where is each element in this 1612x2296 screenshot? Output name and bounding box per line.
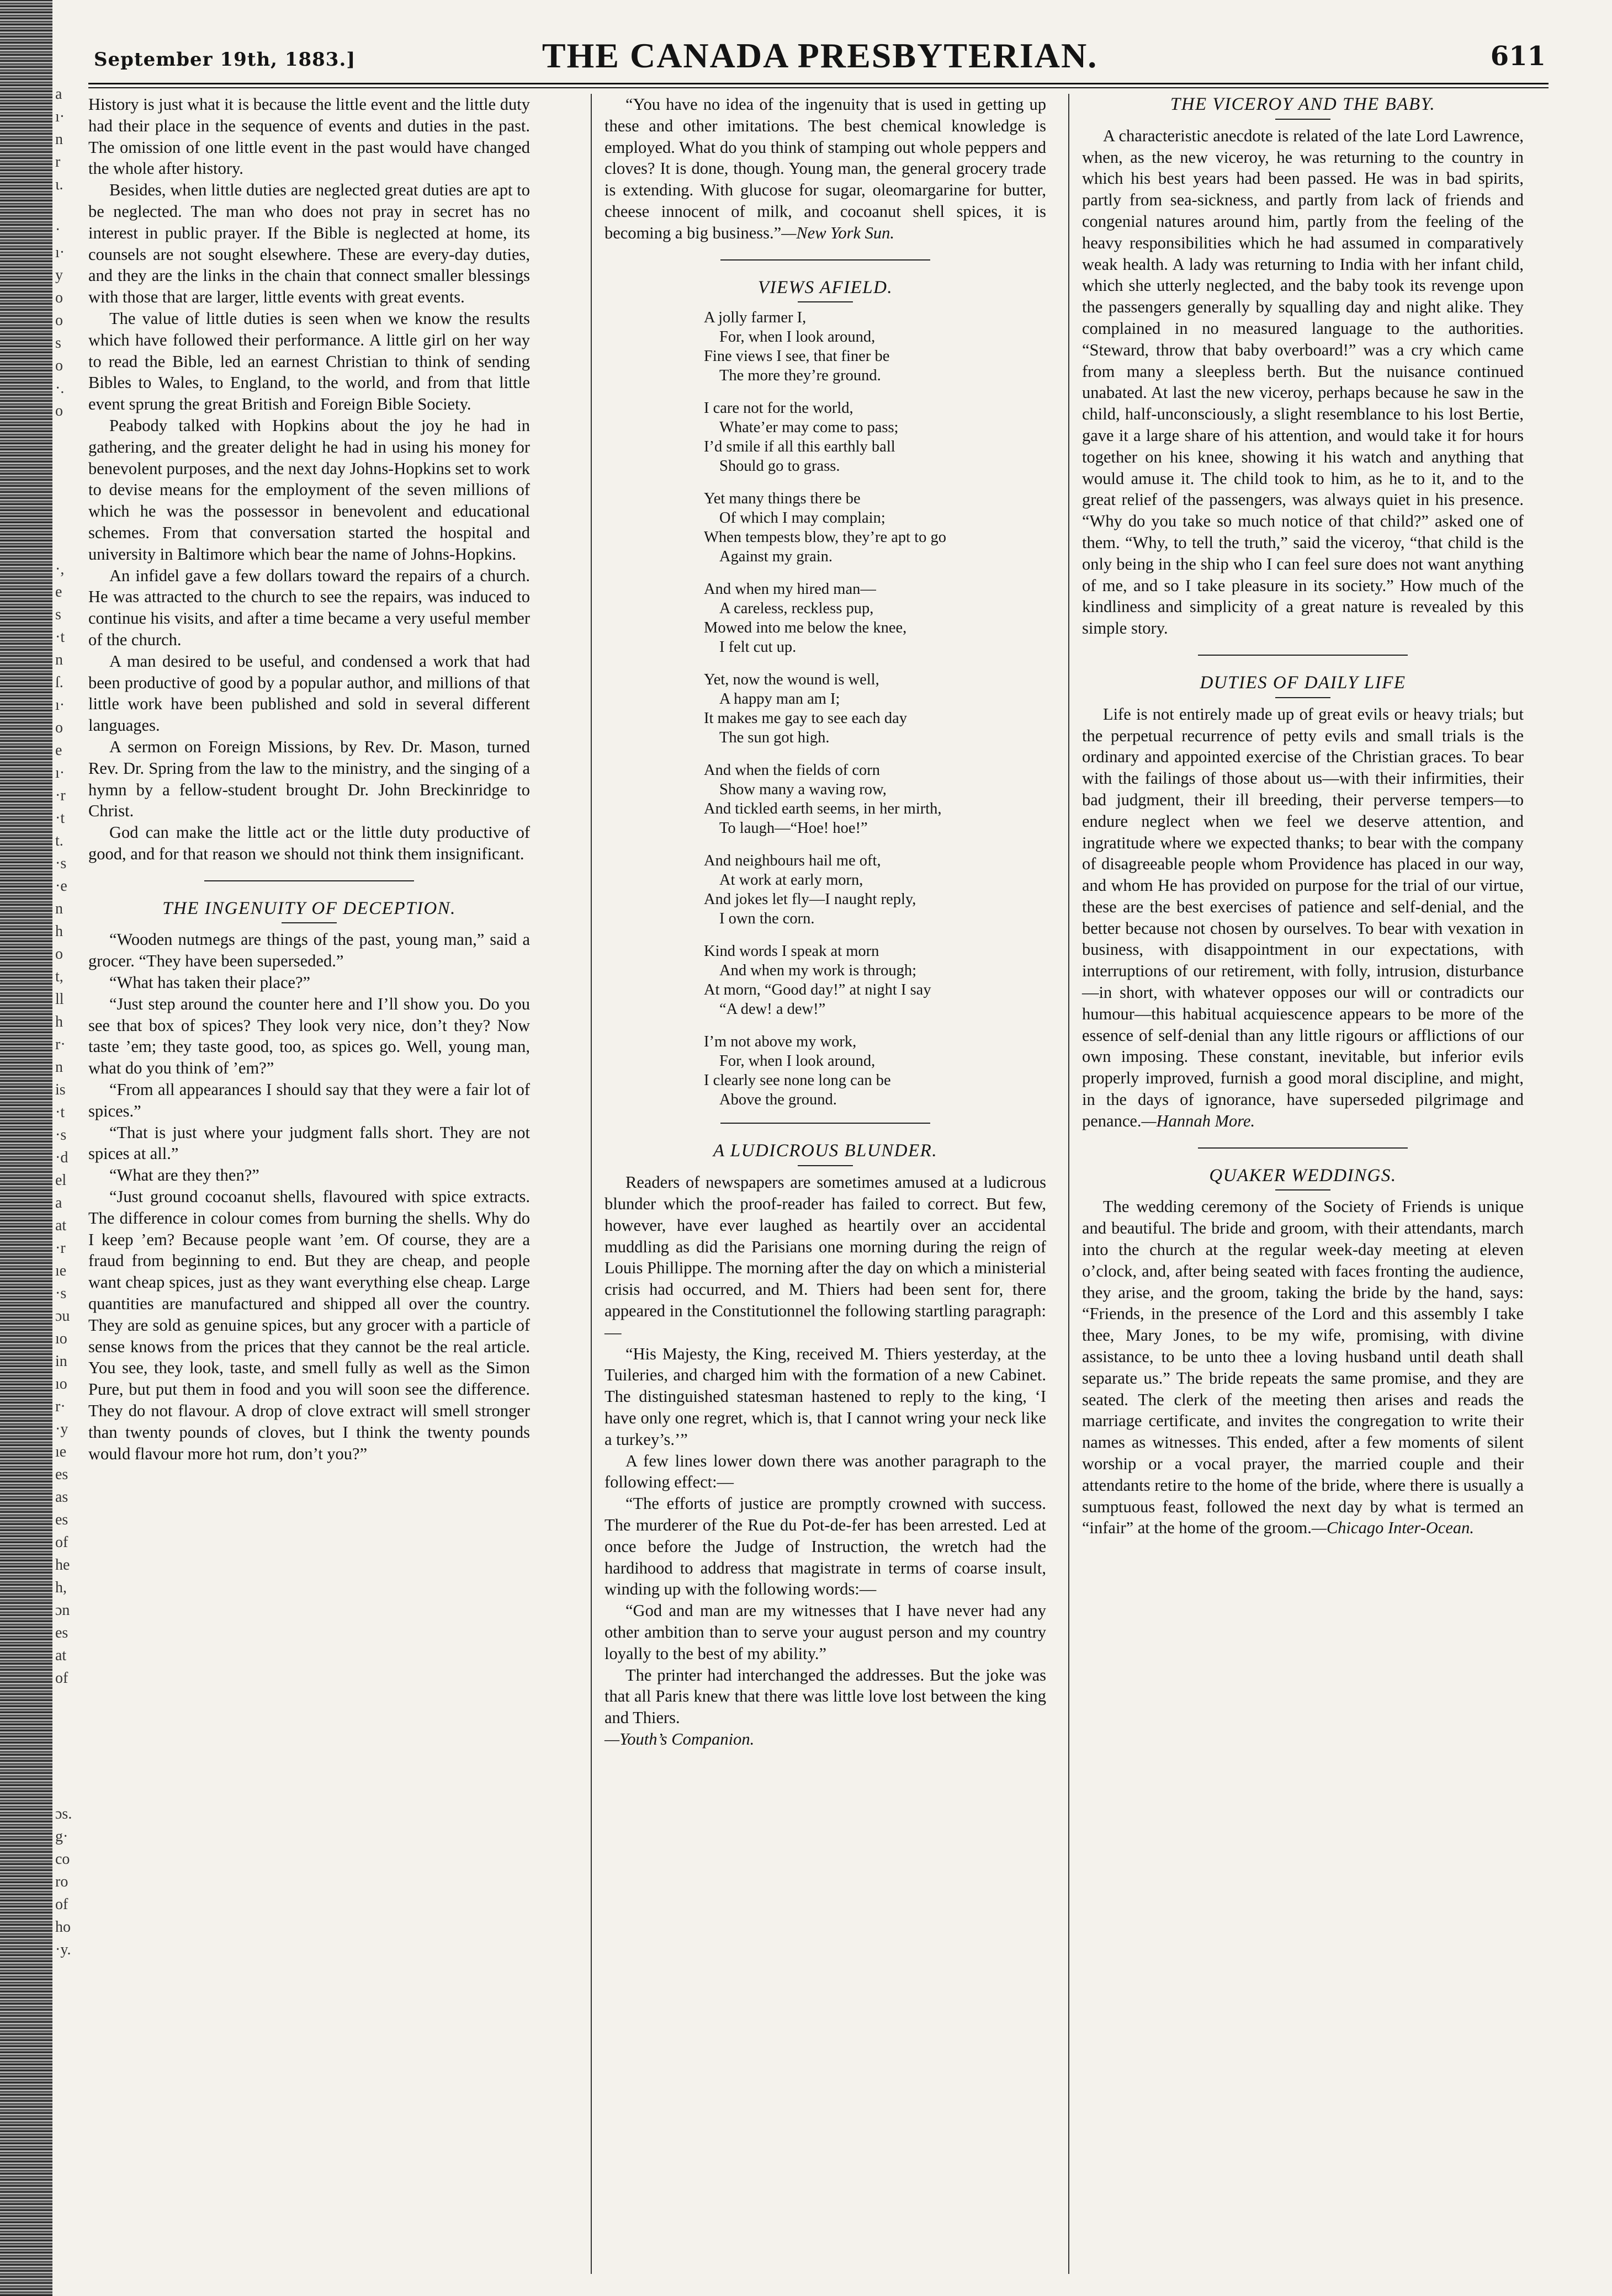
poem-line: For, when I look around,: [719, 1053, 876, 1070]
margin-fragment: n: [55, 131, 63, 148]
poem-line: Should go to grass.: [719, 458, 840, 475]
margin-fragment: ι.: [55, 176, 63, 193]
margin-fragment: ſ.: [55, 674, 63, 691]
paragraph: “God and man are my witnesses that I have never had any other ambition than to serve your august person and my country loyally to the best of my ability.”: [604, 1601, 1046, 1663]
margin-fragment: es: [55, 1466, 68, 1483]
poem-line: The more they’re ground.: [719, 367, 881, 385]
section-rule: [720, 259, 930, 261]
poem-line: When tempests blow, they’re apt to go: [704, 529, 946, 546]
newspaper-title: THE CANADA PRESBYTERIAN.: [542, 36, 1098, 75]
margin-fragment: s: [55, 606, 61, 623]
article-title-viceroy: THE VICEROY AND THE BABY.: [1170, 94, 1436, 114]
title-rule: [798, 301, 853, 302]
poem-line: And when my work is through;: [719, 962, 917, 980]
source-credit: —Chicago Inter-Ocean.: [1311, 1518, 1475, 1538]
margin-fragment: [55, 1735, 86, 1757]
header-rule: [88, 83, 1549, 88]
paragraph: The value of little duties is seen when we know the results which have followed their performance. A little girl on her way to read the Bible, led an earnest Christian to think of sending Bibles to Wales, to England, to the world, and from that little event sprung the great British and Foreign Bible Society.: [88, 309, 530, 414]
poem-line: To laugh—“Hoe! hoe!”: [719, 820, 868, 837]
margin-fragment: a: [55, 86, 62, 103]
margin-fragment: ıe: [55, 1443, 67, 1460]
article-title-quaker: QUAKER WEDDINGS.: [1209, 1165, 1397, 1186]
source-credit: —New York Sun.: [781, 223, 894, 242]
poem-stanza: [704, 580, 1046, 657]
poem-stanza: [704, 489, 1046, 566]
poem-stanza: [704, 308, 1046, 385]
margin-fragment: t.: [55, 832, 63, 849]
article-title-blunder: A LUDICROUS BLUNDER.: [713, 1141, 938, 1161]
margin-fragment: o: [55, 289, 63, 306]
page-binding-edge: [0, 0, 52, 2296]
poem-line: I’d smile if all this earthly ball: [704, 438, 895, 456]
margin-fragment: ·t: [55, 1104, 65, 1121]
margin-fragment: es: [55, 1511, 68, 1528]
margin-fragment: ɔu: [55, 1308, 70, 1325]
poem-line: A jolly farmer I,: [704, 309, 807, 327]
poem-line: I felt cut up.: [719, 639, 797, 656]
margin-fragment: co: [55, 1851, 70, 1868]
paragraph: “From all appearances I should say that they were a fair lot of spices.”: [88, 1080, 530, 1120]
margin-fragment: ·t: [55, 810, 65, 827]
paragraph: An infidel gave a few dollars toward the repairs of a church. He was attracted to the church to see the repairs, was induced to continue his visits, and after a time became a very useful member of the church.: [88, 566, 530, 649]
source-credit: —Youth’s Companion.: [604, 1729, 755, 1748]
poem-line: Kind words I speak at morn: [704, 943, 879, 960]
poem-line: I’m not above my work,: [704, 1033, 857, 1051]
paragraph: History is just what it is because the little event and the little duty had their place in the sequence of events and duties in the past. The omission of one little event in the past would have changed the whole after history.: [88, 95, 530, 178]
title-rule: [1275, 697, 1330, 698]
margin-fragment: [55, 490, 86, 513]
paragraph: Peabody talked with Hopkins about the joy he had in gathering, and the greater delight he had in using his money for benevolent purposes, and the next day Johns-Hopkins set to work to devise means for the employment of the seven millions of which he was the possessor in benevolent and educational schemes. From that conversation started the hospital and university in Baltimore which bear the name of Johns-Hopkins.: [88, 416, 530, 564]
margin-fragment: ·,: [55, 561, 65, 578]
paragraph: A characteristic anecdote is related of the late Lord Lawrence, when, as the new viceroy, he was returning to the country in which his best years had been passed. He was in bad spirits, partly from sea-sickness, and partly from lack of friends and congenial natures around him, partly from the feeling of the heavy responsibilities which he had assumed in comparatively weak health. A lady was returning to India with her infant child, which she utterly neglected, and the baby took its revenge upon the passengers generally by squalling day and night alike. They complained in no measured language to the authorities. “Steward, throw that baby overboard!” was a cry which came from many a sleepless berth. But the nuisance continued unabated. At last the new viceroy, perhaps because he saw in the child, half-unconsciously, a slight resemblance to his lost Bertie, gave it a large share of his attention, and would take it for hours together on his knee, showing it his watch and anything that would amuse it. The child took to him, as he to it, and to the great relief of the passengers, was always quiet in his presence. “Why do you take so much notice of that child?” asked one of them. “Why, to tell the truth,” said the viceroy, “that child is the only being in the ship who I can feel sure does not want anything of me, and so I take pleasure in its society.” How much of the kindliness and simplicity of a great nature is revealed by this simple story.: [1082, 126, 1524, 638]
margin-fragment: ·.: [55, 380, 65, 397]
poem-line: I own the corn.: [719, 910, 815, 928]
margin-fragment: ı·: [55, 244, 65, 261]
paragraph: A few lines lower down there was another paragraph to the following effect:—: [604, 1451, 1046, 1492]
margin-fragment: h: [55, 923, 63, 940]
poem-line: It makes me gay to see each day: [704, 710, 907, 727]
margin-fragment: r·: [55, 1398, 66, 1415]
section-rule: [1198, 655, 1408, 656]
poem-stanza: [704, 398, 1046, 476]
margin-fragment: ·s: [55, 855, 67, 872]
title-rule: [282, 922, 337, 923]
poem-line: I clearly see none long can be: [704, 1072, 891, 1089]
margin-fragment: ·d: [55, 1149, 68, 1166]
paragraph: “What are they then?”: [109, 1166, 259, 1185]
poem-line: And when the fields of corn: [704, 762, 880, 779]
poem-title: VIEWS AFIELD.: [757, 277, 893, 297]
poem-line: A happy man am I;: [719, 690, 840, 708]
article-title-deception: THE INGENUITY OF DECEPTION.: [162, 898, 456, 918]
poem-line: And jokes let fly—I naught reply,: [704, 891, 916, 908]
poem-line: Mowed into me below the knee,: [704, 619, 907, 637]
poem-line: At work at early morn,: [719, 871, 863, 889]
margin-fragment: [55, 422, 86, 445]
margin-fragment: r: [55, 153, 61, 171]
margin-fragment: ı·: [55, 697, 65, 714]
margin-fragment: [55, 445, 86, 467]
poem-line: And neighbours hail me oft,: [704, 852, 881, 870]
margin-fragment: ho: [55, 1918, 71, 1936]
poem-line: Yet many things there be: [704, 490, 861, 508]
margin-fragment: a: [55, 1194, 62, 1211]
margin-fragment: as: [55, 1489, 68, 1506]
section-rule: [204, 880, 414, 881]
poem-line: Against my grain.: [719, 548, 833, 566]
margin-fragment: y: [55, 267, 63, 284]
margin-fragment: h,: [55, 1579, 67, 1596]
margin-fragment: ·r: [55, 787, 66, 804]
column-two: [604, 94, 1046, 1750]
margin-fragment: ll: [55, 991, 64, 1008]
article-title-duties: DUTIES OF DAILY LIFE: [1200, 672, 1406, 693]
margin-fragment: o: [55, 719, 63, 736]
margin-fragment: is: [55, 1081, 66, 1098]
margin-fragment: ɔs.: [55, 1805, 72, 1822]
margin-fragment: n: [55, 1059, 63, 1076]
paragraph: “Just ground cocoanut shells, flavoured with spice extracts. The difference in colour comes from burning the shells. Why do I keep ’em? Because people want ’em. Of course, they are a fraud from beginning to end. But they are cheap, and people want cheap spices, just as they want everything else cheap. Large quantities are manufactured and shipped all over the country. They are sold as genuine spices, but any grocer with a particle of sense knows from the prices that they cannot be the real article. You see, they look, taste, and smell fully as well as the Simon Pure, but put them in food and you will soon see the difference. They do not flavour. A drop of clove extract will smell stronger than twenty pounds of cloves, but I think the twenty pounds would flavour more hot rum, don’t you?”: [88, 1187, 530, 1463]
poem-line: Yet, now the wound is well,: [704, 671, 879, 689]
paragraph: “His Majesty, the King, received M. Thiers yesterday, at the Tuileries, and charged him with the formation of a new Cabinet. The distinguished statesman hastened to reply to the king, ‘I have only one regret, which is, that I cannot wring your neck like a turkey’s.’”: [604, 1344, 1046, 1449]
margin-fragment: [55, 196, 86, 219]
title-rule: [798, 1165, 853, 1166]
column-one: [88, 94, 530, 1464]
margin-fragment: ıo: [55, 1375, 67, 1393]
margin-fragment: ·t: [55, 629, 65, 646]
margin-fragment: of: [55, 1534, 68, 1551]
margin-fragment: at: [55, 1217, 67, 1234]
margin-fragment: ıe: [55, 1262, 67, 1279]
poem-line: “A dew! a dew!”: [719, 1001, 826, 1018]
margin-fragment: ·: [55, 221, 61, 238]
margin-fragment: r·: [55, 1036, 66, 1053]
margin-fragment: ı·: [55, 108, 65, 125]
section-rule: [720, 1123, 930, 1124]
margin-fragment: [55, 535, 86, 558]
margin-fragment: n: [55, 900, 63, 917]
paragraph: A sermon on Foreign Missions, by Rev. Dr. Mason, turned Rev. Dr. Spring from the law to the ministry, and the singing of a hymn by a fellow-student brought Dr. John Breckinridge to Christ.: [88, 737, 530, 821]
paragraph: Readers of newspapers are sometimes amused at a ludicrous blunder which the proof-reader has failed to correct. But few, however, have ever laughed as heartily over an accidental muddling as did the Parisians one morning during the reign of Louis Phillippe. The morning after the day on which a ministerial crisis had occurred, and M. Thiers had been sent for, there appeared in the Constitutionnel the following startling paragraph:—: [604, 1173, 1046, 1342]
margin-fragment: ı·: [55, 764, 65, 782]
poem-line: For, when I look around,: [719, 328, 876, 346]
margin-fragment: [55, 467, 86, 490]
margin-fragment: ·y: [55, 1421, 68, 1438]
poem-line: Show many a waving row,: [719, 781, 887, 799]
poem-line: Fine views I see, that finer be: [704, 348, 890, 365]
poem-stanza: [704, 851, 1046, 928]
poem-line: Of which I may complain;: [719, 509, 885, 527]
margin-fragment: in: [55, 1353, 67, 1370]
margin-fragment: t,: [55, 968, 63, 985]
paragraph: The printer had interchanged the addresses. But the joke was that all Paris knew that there was little love lost between the king and Thiers.: [604, 1665, 1046, 1728]
margin-fragment: ·s: [55, 1126, 67, 1144]
margin-fragment: [55, 1780, 86, 1803]
margin-fragment: e: [55, 583, 62, 600]
margin-fragment: ·e: [55, 878, 67, 895]
poem-line: A careless, reckless pup,: [719, 600, 874, 618]
poem-stanza: [704, 670, 1046, 747]
poem-stanza: [704, 1032, 1046, 1109]
margin-fragment: ·r: [55, 1240, 66, 1257]
page-number: 611: [1490, 41, 1546, 72]
poem-stanza: [704, 761, 1046, 838]
margin-fragment: of: [55, 1670, 68, 1687]
margin-fragment: ıo: [55, 1330, 67, 1347]
margin-fragment: ro: [55, 1873, 68, 1890]
paragraph: “What has taken their place?”: [109, 973, 311, 992]
poem-line: At morn, “Good day!” at night I say: [704, 981, 931, 999]
paragraph: Life is not entirely made up of great evils or heavy trials; but the perpetual recurrence of petty evils and small trials is the ordinary and appointed exercise of the Christian graces. To bear with the failings of those about us—with their infirmities, their bad judgment, their ill breeding, their perverse tempers—to endure neglect when we feel we deserve attention, and ingratitude where we expected thanks; to bear with the company of disagreeable people whom Providence has placed in our way, and whom He has provided on purpose for the trial of our virtue, these are the best exercises of patience and self-denial, and the better because not chosen by ourselves. To bear with vexation in business, with disappointment in our expectations, with interruptions of our retirement, with folly, intrusion, disturbance—in short, with whatever opposes our will or contradicts our humour—this habitual acquiescence appears to be more of the essence of self-denial than any little rigours or afflictions of our own imposing. These constant, inevitable, but inferior evils properly improved, furnish a good moral discipline, and might, in the days of ignorance, have superseded pilgrimage and penance.—Hannah More.: [1082, 704, 1524, 1130]
margin-fragment: e: [55, 742, 62, 759]
margin-fragment: o: [55, 402, 63, 419]
margin-fragment: o: [55, 312, 63, 329]
masthead: [94, 33, 1546, 77]
margin-fragment: [55, 513, 86, 535]
paragraph: A man desired to be useful, and condensed a work that had been productive of good by a popular author, and millions of that little work have been published and sold in several different languages.: [88, 651, 530, 735]
poem-line: And when my hired man—: [704, 581, 876, 598]
margin-fragment: at: [55, 1647, 67, 1664]
poem-line: Whate’er may come to pass;: [719, 419, 899, 437]
cropped-margin-text: [55, 83, 86, 2263]
margin-fragment: o: [55, 357, 63, 374]
column-three: [1082, 94, 1524, 1539]
paragraph: God can make the little act or the little duty productive of good, and for that reason we should not think them insignificant.: [88, 823, 530, 863]
column-divider: [1068, 94, 1069, 2274]
poem-line: And tickled earth seems, in her mirth,: [704, 800, 942, 818]
poem: [704, 308, 1046, 1109]
paragraph: “The efforts of justice are promptly crowned with success. The murderer of the Rue du Pot-de-fer has been arrested. Led at once before the Judge of Instruction, the wretch had the hardihood to address that magistrate in terms of coarse insult, winding up with the following words:—: [604, 1494, 1046, 1599]
margin-fragment: ɔn: [55, 1602, 70, 1619]
paragraph: Besides, when little duties are neglected great duties are apt to be neglected. The man who does not pray in secret has no interest in public prayer. If the Bible is neglected at home, its counsels are not sought elsewhere. These are every-day duties, and they are the links in the chain that connect smaller blessings with those that are larger, little events with great events.: [88, 180, 530, 307]
paragraph: “That is just where your judgment falls short. They are not spices at all.”: [88, 1123, 530, 1163]
margin-fragment: [55, 1712, 86, 1735]
poem-line: I care not for the world,: [704, 400, 853, 417]
margin-fragment: el: [55, 1172, 67, 1189]
title-rule: [1275, 119, 1330, 120]
issue-date: September 19th, 1883.]: [94, 49, 356, 71]
margin-fragment: h: [55, 1013, 63, 1030]
margin-fragment: ·s: [55, 1285, 67, 1302]
paragraph: “Wooden nutmegs are things of the past, young man,” said a grocer. “They have been superseded.”: [88, 930, 530, 971]
paragraph: “Just step around the counter here and I’ll show you. Do you see that box of spices? They look very nice, don’t they? Now taste ’em; they taste good, too, as spices go. Well, young man, what do you think of ’em?”: [88, 994, 530, 1078]
margin-fragment: ·y.: [55, 1941, 71, 1958]
section-rule: [1198, 1147, 1408, 1149]
source-credit: —Hannah More.: [1141, 1111, 1255, 1130]
paragraph: The wedding ceremony of the Society of Friends is unique and beautiful. The bride and groom, with their attendants, march into the church at the regular week-day meeting at eleven o’clock, and, after being seated with faces fronting the audience, they arise, and the groom, taking the bride by the hand, says: “Friends, in the presence of the Lord and this assembly I take thee, Mary Jones, to be my wife, promising, with divine assistance, to be unto thee a loving husband until death shall separate us.” The bride repeats the same promise, and they are seated. The clerk of the meeting then arises and reads the marriage certificate, and invites the congregation to write their names as witnesses. This ended, after a few moments of silent worship or a vocal prayer, the married couple and their attendants retire to the home of the bride, where there is usually a sumptuous feast, followed the next day by what is termed an “infair” at the home of the groom.—Chicago Inter-Ocean.: [1082, 1197, 1524, 1538]
margin-fragment: g·: [55, 1828, 68, 1845]
poem-line: Above the ground.: [719, 1091, 837, 1109]
title-rule: [1275, 1189, 1330, 1190]
poem-stanza: [704, 942, 1046, 1019]
margin-fragment: of: [55, 1896, 68, 1913]
margin-fragment: he: [55, 1556, 70, 1574]
margin-fragment: [55, 1689, 86, 1712]
column-divider: [591, 94, 592, 2274]
margin-fragment: s: [55, 334, 61, 352]
margin-fragment: es: [55, 1624, 68, 1641]
margin-fragment: n: [55, 651, 63, 668]
margin-fragment: [55, 1757, 86, 1780]
poem-line: The sun got high.: [719, 729, 830, 747]
margin-fragment: o: [55, 945, 63, 963]
paragraph: “You have no idea of the ingenuity that is used in getting up these and other imitations. The best chemical knowledge is employed. What do you think of stamping out whole peppers and cloves? It is done, though. Young man, the general grocery trade is extending. With glucose for sugar, oleomargarine for butter, cheese innocent of milk, and cocoanut shell spices, it is becoming a big business.”—New York Sun.: [604, 95, 1046, 242]
